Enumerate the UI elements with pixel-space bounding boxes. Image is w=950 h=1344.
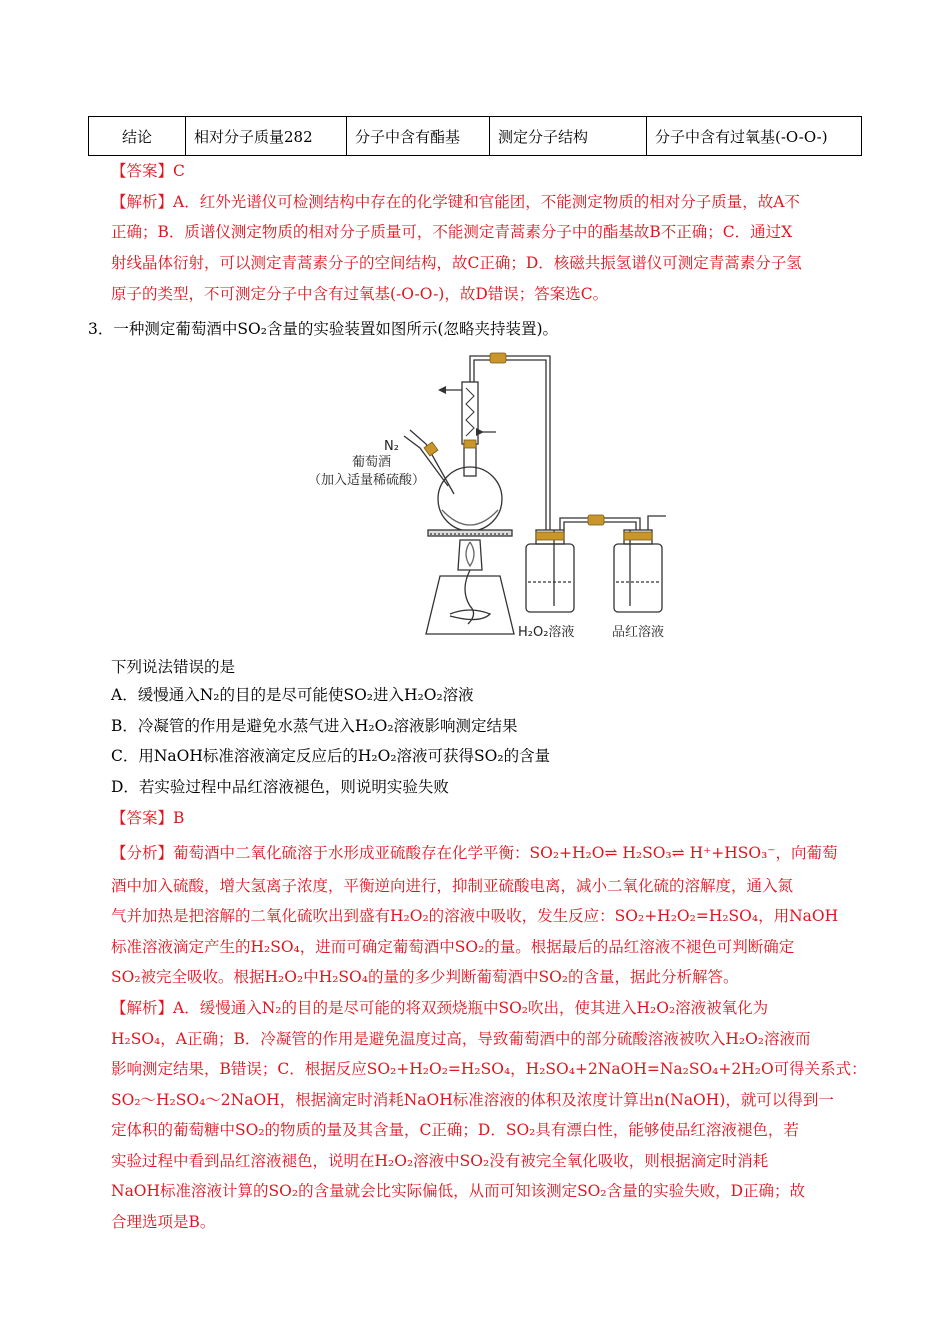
q3-fenxi-line: 气并加热是把溶解的二氧化硫吹出到盛有H₂O₂的溶液中吸收，发生反应：SO₂+H₂O₂=H₂SO₄，用NaOH (111, 907, 839, 925)
connecting-tube (474, 360, 546, 530)
n2-label: N₂ (384, 439, 399, 454)
q3-fenxi-line: SO₂被完全吸收。根据H₂O₂中H₂SO₄的量的多少判断葡萄酒中SO₂的含量，据此分析解答。 (111, 968, 739, 986)
wine-label: 葡萄酒 (352, 455, 392, 470)
q3-option-a: A．缓慢通入N₂的目的是尽可能使SO₂进入H₂O₂溶液 (111, 686, 474, 704)
q3-jiexi-line: H₂SO₄，A正确；B．冷凝管的作用是避免温度过高，导致葡萄酒中的部分硫酸溶液被吹入H₂O₂溶液而 (111, 1030, 811, 1048)
pinhong-bottle-icon (614, 544, 662, 612)
q3-option-d: D．若实验过程中品红溶液褪色，则说明实验失败 (111, 778, 449, 796)
q2-answer: 【答案】C (111, 162, 185, 180)
q3-jiexi-line: 影响测定结果，B错误；C．根据反应SO₂+H₂O₂=H₂SO₄，H₂SO₄+2NaOH=Na₂SO₄+2H₂O可得关系式： (111, 1060, 867, 1078)
q3-prompt: 下列说法错误的是 (111, 658, 236, 676)
h2o2-label: H₂O₂溶液 (518, 625, 575, 640)
q3-option-c: C．用NaOH标准溶液滴定反应后的H₂O₂溶液可获得SO₂的含量 (111, 747, 551, 765)
q2-analysis-line: 射线晶体衍射，可以测定青蒿素分子的空间结构，故C正确；D．核磁共振氢谱仪可测定青蒿素分子氢 (111, 254, 802, 272)
q3-jiexi-line: 实验过程中看到品红溶液褪色，说明在H₂O₂溶液中SO₂没有被完全氧化吸收，则根据滴定时消耗 (111, 1152, 769, 1170)
q2-analysis-line: 原子的类型，不可测定分子中含有过氧基(-O-O-)，故D错误；答案选C。 (111, 285, 609, 303)
q3-answer: 【答案】B (111, 809, 185, 827)
wine-note-label: （加入适量稀硫酸） (308, 473, 426, 488)
q3-fenxi-line: 标准溶液滴定产生的H₂SO₄，进而可确定葡萄酒中SO₂的量。根据最后的品红溶液不褪色可判断确定 (111, 938, 795, 956)
q3-jiexi-line: SO₂～H₂SO₄～2NaOH，根据滴定时消耗NaOH标准溶液的体积及浓度计算出n(NaOH)，就可以得到一 (111, 1091, 834, 1109)
q3-fenxi-line: 【分析】葡萄酒中二氧化硫溶于水形成亚硫酸存在化学平衡：SO₂+H₂O⇌ H₂SO₃⇌ H⁺+HSO₃⁻，向葡萄 (111, 844, 838, 862)
table-cell: 结论 (89, 117, 186, 156)
q3-option-b: B．冷凝管的作用是避免水蒸气进入H₂O₂溶液影响测定结果 (111, 717, 518, 735)
table-cell: 分子中含有过氧基(-O-O-) (647, 117, 862, 156)
table-cell: 测定分子结构 (490, 117, 647, 156)
q3-fenxi-line: 酒中加入硫酸，增大氢离子浓度，平衡逆向进行，抑制亚硫酸电离，减小二氧化硫的溶解度，通入氮 (111, 877, 794, 895)
q3-jiexi-line: NaOH标准溶液计算的SO₂的含量就会比实际偏低，从而可知该测定SO₂含量的实验失败，D正确；故 (111, 1182, 806, 1200)
q3-stem: 3．一种测定葡萄酒中SO₂含量的实验装置如图所示(忽略夹持装置)。 (88, 320, 558, 338)
q3-jiexi-line: 【解析】A．缓慢通入N₂的目的是尽可能的将双颈烧瓶中SO₂吹出，使其进入H₂O₂溶液被氧化为 (111, 999, 769, 1017)
table-cell: 相对分子质量282 (186, 117, 347, 156)
connecting-tube (470, 356, 550, 530)
q3-jiexi-line: 定体积的葡萄糖中SO₂的物质的量及其含量，C正确；D．SO₂具有漂白性，能够使品红溶液褪色，若 (111, 1121, 799, 1139)
apparatus-figure (300, 344, 680, 644)
q2-analysis-line: 【解析】A．红外光谱仪可检测结构中存在的化学键和官能团，不能测定物质的相对分子质量，故A不 (111, 193, 800, 211)
h2o2-bottle-icon (526, 544, 574, 612)
q3-jiexi-line: 合理选项是B。 (111, 1213, 216, 1231)
q2-analysis-line: 正确；B．质谱仪测定物质的相对分子质量可，不能测定青蒿素分子中的酯基故B不正确；C．通过X (111, 223, 793, 241)
pinhong-label: 品红溶液 (612, 625, 665, 640)
table-row (89, 117, 862, 156)
conclusion-table (88, 116, 862, 156)
table-cell: 分子中含有酯基 (347, 117, 490, 156)
